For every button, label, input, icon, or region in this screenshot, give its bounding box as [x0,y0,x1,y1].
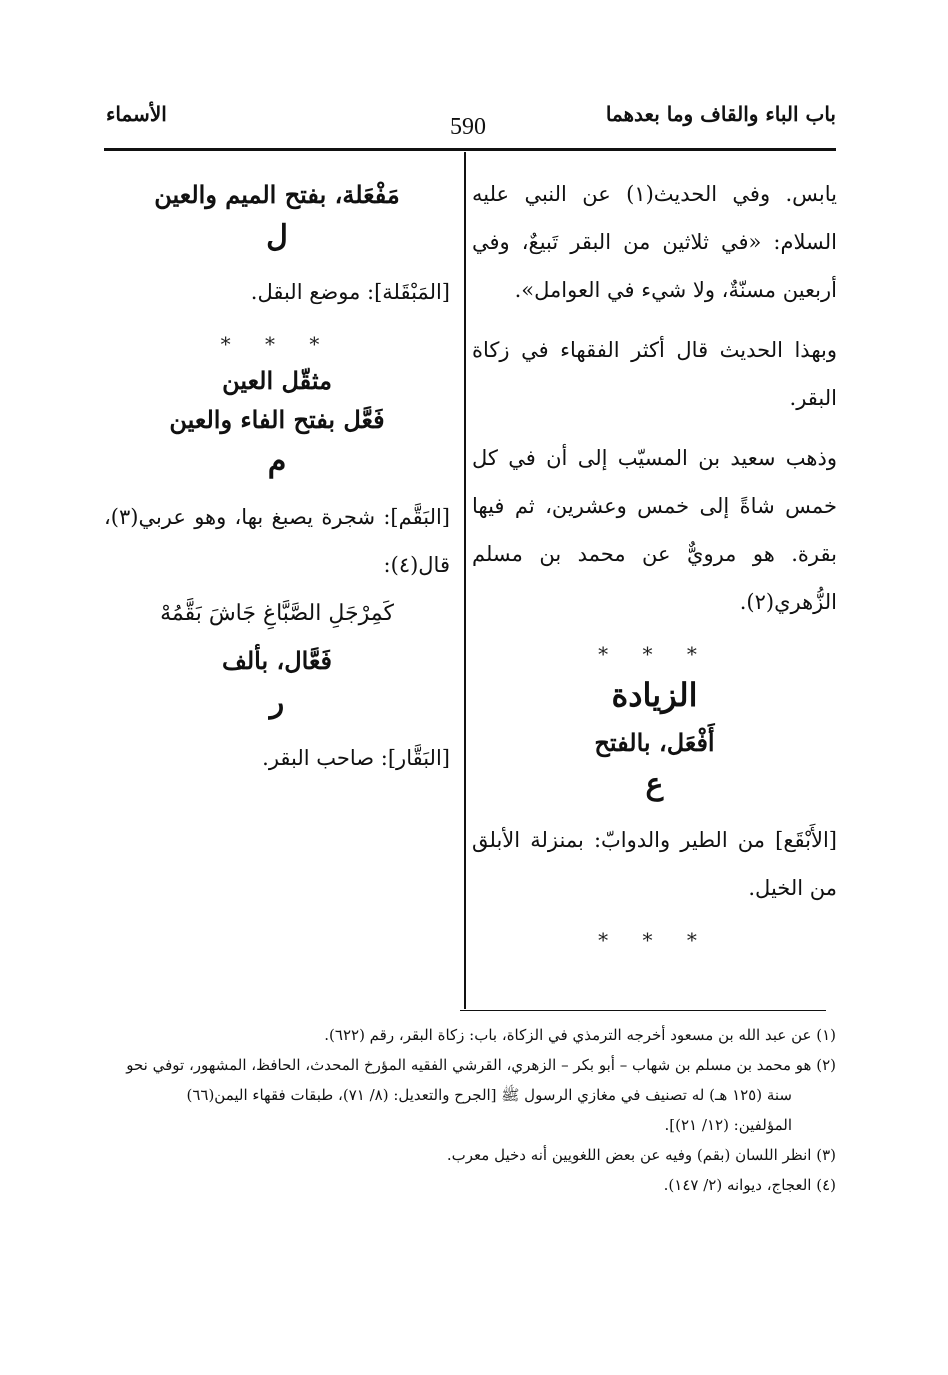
pattern-heading-faal: فَعَّل بفتح الفاء والعين [169,405,385,434]
poetry-verse: كَمِرْجَلِ الصَّبَّاغِ جَاشَ بَقَّمُهْ [160,601,394,626]
right-column [472,170,837,962]
chapter-title: باب الباء والقاف وما بعدهما [605,102,836,126]
entry-al-baqqam: [البَقَّم]: شجرة يصبغ بها، وهو عربي(٣)، قال(٤): [104,505,450,577]
footnote-2-end: المؤلفين: (١٢/ ٢١)]. [664,1116,792,1134]
pattern-heading-mafala: مَفْعَلة، بفتح الميم والعين [154,180,400,209]
pattern-heading-faal-alif: فَعَّال، بألف [221,646,333,675]
section-separator-end: * * * [598,928,711,952]
footnote-rule [460,1010,826,1011]
letter-heading-ain: ع [645,767,664,802]
letter-heading-lam: ل [266,219,288,254]
header-rule [104,148,836,151]
page-number: 590 [450,114,486,140]
section-separator-left: * * * [220,332,334,356]
entry-al-baqqar: [البَقَّار]: صاحب البقر. [262,746,450,770]
entry-al-mabqala: [المَبْقَلة]: موضع البقل. [250,280,450,304]
paragraph-fuqaha: وبهذا الحديث قال أكثر الفقهاء في زكاة البقر. [472,338,837,410]
section-heading-ziyada: الزيادة [611,676,698,714]
footnote-1: (١) عن عبد الله بن مسعود أخرجه الترمذي في الزكاة، باب: زكاة البقر، رقم (٦٢٢). [324,1026,836,1044]
letter-heading-ra: ر [269,685,285,720]
footnote-4: (٤) العجاج، ديوانه (٢/ ١٤٧). [663,1176,836,1194]
paragraph-ibn-musayyab: وذهب سعيد بن المسيّب إلى أن في كل خمس شاةً إلى خمس وعشرين، ثم فيها بقرة. هو مرويٌّ عن محمد بن مسلم الزُّهري(٢). [472,446,837,614]
letter-heading-mim: م [267,444,287,479]
left-column [104,170,450,794]
section-running-title: الأسماء [106,102,167,126]
footnotes [104,1020,836,1200]
pattern-heading-afal: أَفْعَل، بالفتح [594,728,715,757]
heading-muthaqqal-al-ain: مثقّل العين [222,366,332,395]
column-divider [464,152,466,1009]
paragraph-hadith: يابس. وفي الحديث(١) عن النبي عليه السلام: «في ثلاثين من البقر تَبيعٌ، وفي أربعين مسنّةٌ، ولا شيء في العوامل». [472,182,837,302]
section-separator: * * * [598,642,711,666]
footnote-2: (٢) هو محمد بن مسلم بن شهاب – أبو بكر – الزهري، القرشي الفقيه المؤرخ المحدث، الحافظ، المشهور، توفي نحو [126,1056,836,1074]
footnote-2-continued: سنة (١٢٥ هـ) له تصنيف في مغازي الرسول ﷺ [الجرح والتعديل: (٨/ ٧١)، طبقات فقهاء اليمن(٦٦) [186,1086,792,1104]
entry-al-abqa: [الأَبْقَع] من الطير والدوابّ: بمنزلة الأبلق من الخيل. [472,828,837,900]
footnote-3: (٣) انظر اللسان (بقم) وفيه عن بعض اللغويين أنه دخيل معرب. [446,1146,836,1164]
